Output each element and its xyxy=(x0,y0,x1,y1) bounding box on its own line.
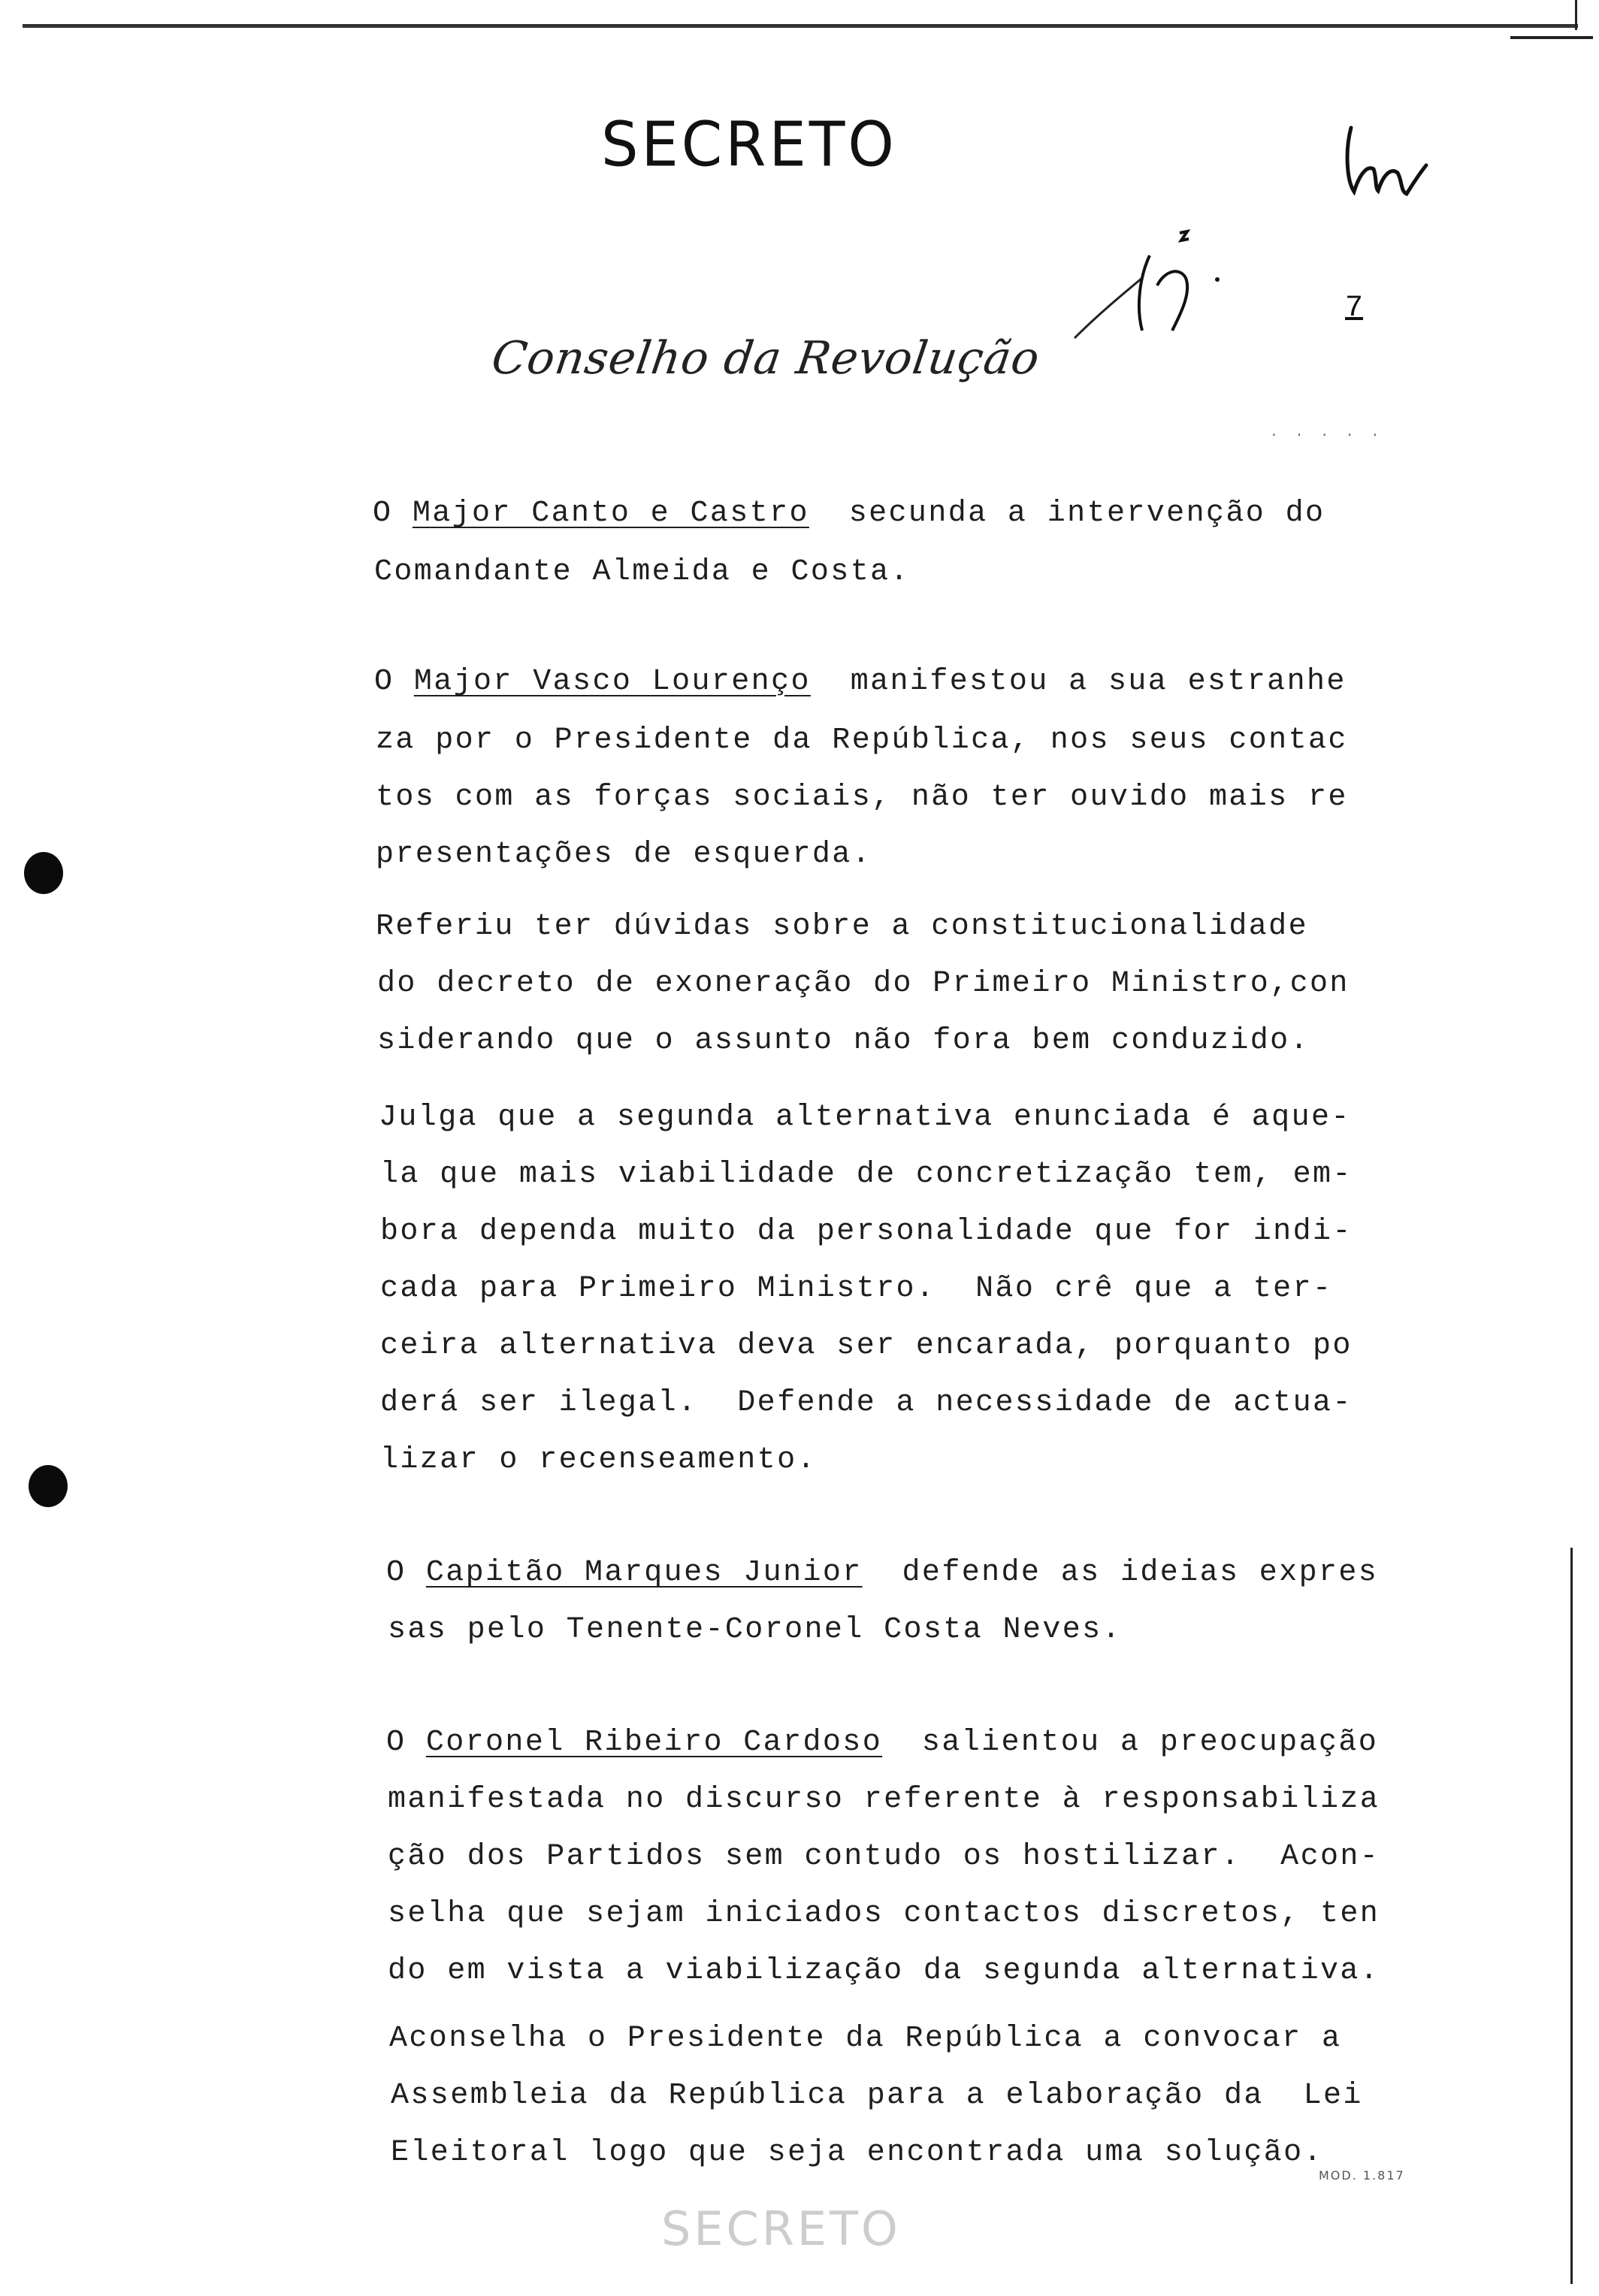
text-line: do decreto de exoneração do Primeiro Ministro,con xyxy=(377,967,1350,1001)
text-line: presentações de esquerda. xyxy=(376,838,872,872)
letterhead: Conselho da Revolução xyxy=(488,332,1044,385)
text-line: tos com as forças sociais, não ter ouvido mais re xyxy=(376,781,1348,814)
text-line: selha que sejam iniciados contactos discretos, ten xyxy=(388,1897,1380,1931)
article: O xyxy=(386,1556,426,1590)
text-line: do em vista a viabilização da segunda alternativa. xyxy=(388,1954,1380,1988)
handwritten-initials xyxy=(1338,113,1435,210)
text-line: Assembleia da República para a elaboração da Lei xyxy=(391,2079,1363,2113)
text-line: siderando que o assunto não fora bem conduzido. xyxy=(377,1024,1310,1058)
punch-hole xyxy=(29,1465,68,1507)
speaker-name: Capitão Marques Junior xyxy=(425,1556,863,1590)
line-text: defende as ideias expres xyxy=(862,1556,1379,1590)
text-line: lizar o recenseamento. xyxy=(380,1443,817,1477)
text-line: cada para Primeiro Ministro. Não crê que a ter- xyxy=(380,1272,1333,1306)
scan-edge-line xyxy=(23,24,1578,28)
text-line: manifestada no discurso referente à responsabiliza xyxy=(388,1783,1380,1817)
form-code: MOD. 1.817 xyxy=(1319,2168,1405,2183)
text-line xyxy=(386,1728,1378,1758)
scan-edge-line xyxy=(1570,1548,1573,2284)
scan-speckle: . . . . . xyxy=(1270,425,1384,440)
line-text: salientou a preocupação xyxy=(882,1726,1379,1760)
handwritten-mark xyxy=(1067,225,1225,353)
page-number: 7 xyxy=(1345,292,1364,325)
classification-stamp: SECRETO xyxy=(661,2201,901,2256)
text-line: za por o Presidente da República, nos seus contac xyxy=(376,724,1348,757)
speaker-name: Coronel Ribeiro Cardoso xyxy=(425,1726,883,1760)
classification-stamp: SECRETO xyxy=(601,109,897,181)
punch-hole xyxy=(24,852,63,894)
article: O xyxy=(374,665,414,699)
text-line: Julga que a segunda alternativa enunciada é aque- xyxy=(379,1101,1351,1134)
text-line: Aconselha o Presidente da República a convocar a xyxy=(389,2022,1342,2056)
text-line: Eleitoral logo que seja encontrada uma solução. xyxy=(391,2136,1323,2170)
scan-edge-line xyxy=(1510,36,1593,39)
text-line: la que mais viabilidade de concretização tem, em- xyxy=(380,1158,1353,1192)
text-line xyxy=(374,667,1347,697)
line-text: secunda a intervenção do xyxy=(809,497,1325,530)
text-line: sas pelo Tenente-Coronel Costa Neves. xyxy=(388,1613,1122,1647)
line-text: manifestou a sua estranhe xyxy=(810,665,1347,699)
speaker-name: Major Canto e Castro xyxy=(412,497,809,530)
speaker-name: Major Vasco Lourenço xyxy=(413,665,811,699)
text-line: ceira alternativa deva ser encarada, porquanto po xyxy=(380,1329,1353,1363)
scan-edge-line xyxy=(1575,0,1577,30)
text-line: ção dos Partidos sem contudo os hostilizar. Acon- xyxy=(388,1840,1380,1874)
text-line: derá ser ilegal. Defende a necessidade de actua- xyxy=(380,1386,1353,1420)
article: O xyxy=(386,1726,426,1760)
text-line xyxy=(386,1558,1378,1588)
text-line xyxy=(373,499,1325,529)
text-line: Comandante Almeida e Costa. xyxy=(374,555,910,589)
text-line: Referiu ter dúvidas sobre a constitucionalidade xyxy=(376,910,1308,944)
text-line: bora dependa muito da personalidade que for indi- xyxy=(380,1215,1353,1249)
article: O xyxy=(373,497,413,530)
